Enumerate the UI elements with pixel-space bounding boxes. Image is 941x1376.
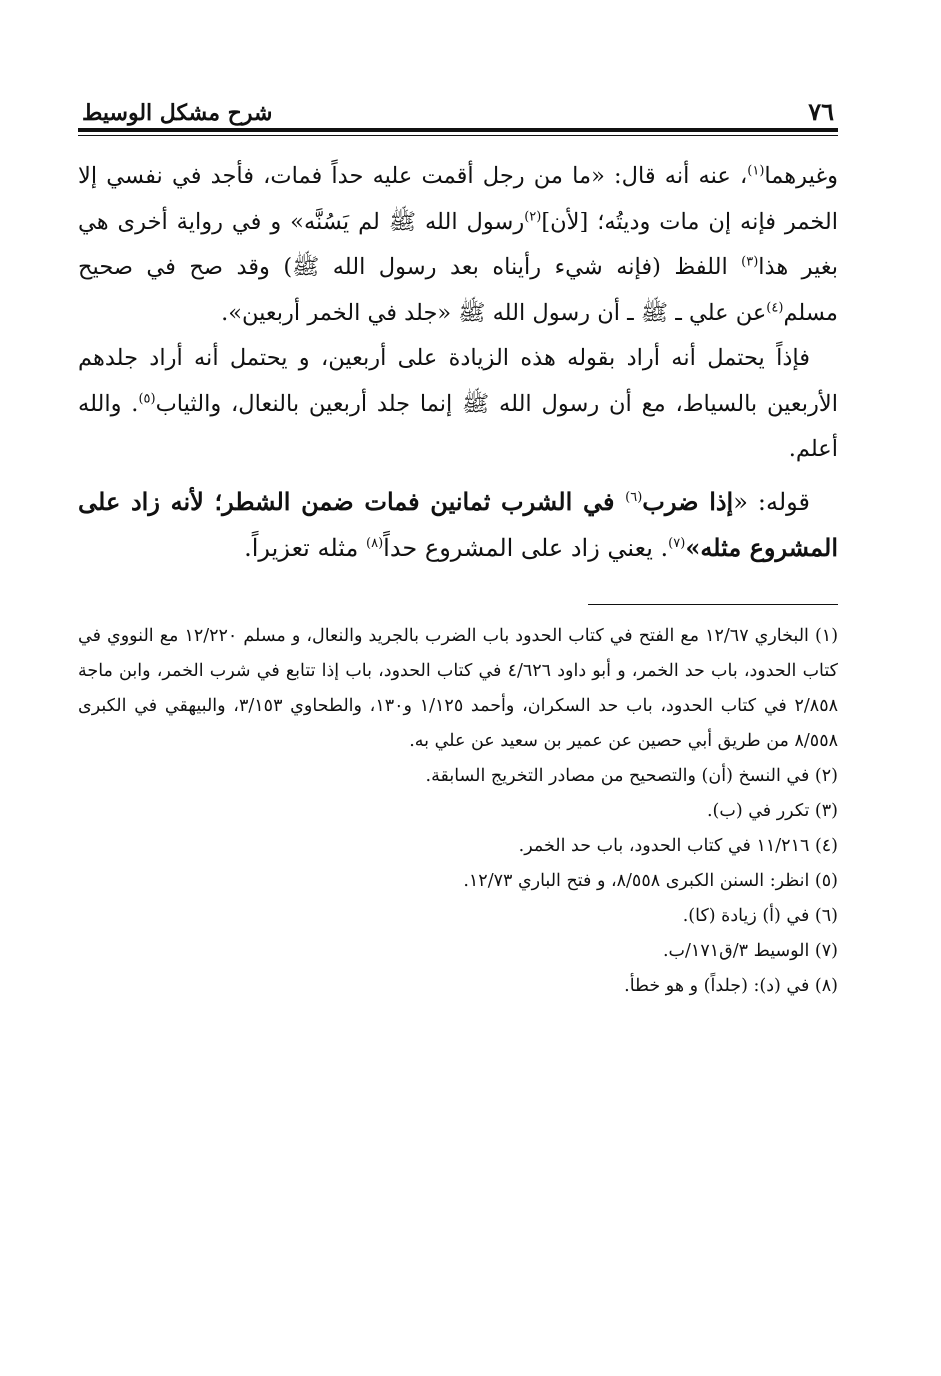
footnote-3: (٣) تكرر في (ب). xyxy=(706,800,838,821)
text-run: عن علي ـ ﷺ ـ أن رسول الله ﷺ «جلد في الخمر أربعين». xyxy=(221,299,767,326)
paragraph-2 xyxy=(78,336,838,473)
footnote-2: (٢) في النسخ (أن) والتصحيح من مصادر التخريج السابقة. xyxy=(425,765,838,786)
header-rule-thin xyxy=(78,135,838,136)
text-run: . والله أعلم. xyxy=(78,390,838,462)
footnote-4: (٤) ١١/٢١٦ في كتاب الحدود، باب حد الخمر. xyxy=(518,835,838,856)
footnote-1: (١) البخاري ١٢/٦٧ مع الفتح في كتاب الحدود باب الضرب بالجريد والنعال، و مسلم ١٢/٢٢٠ مع النووي في كتاب الحدود، باب حد الخمر، و أبو داود ٤/٦٢٦ في كتاب الحدود، باب إذا تتابع في شرب الخمر، وابن ماجة ٢/٨٥٨ في كتاب الحدود، باب حد السكران، وأحمد ١/١٢٥ و١٣٠، والطحاوي ٣/١٥٣، والبيهقي في الكبرى ٨/٥٥٨ من طريق أبي حصين عن عمير بن سعيد عن علي به. xyxy=(78,625,839,751)
quoted-matn: في الشرب ثمانين فمات ضمن الشطر؛ لأنه زاد على المشروع مثله» xyxy=(78,486,838,562)
text-run: فإذاً يحتمل أنه أراد بقوله هذه الزيادة على أربعين، و يحتمل أنه أراد جلدهم الأربعين بالسياط، مع أن رسول الله ﷺ إنما جلد أربعين بالنعال، والثياب xyxy=(78,345,838,417)
footnote-6: (٦) في (أ) زيادة (كا). xyxy=(682,905,838,926)
paragraph-1 xyxy=(78,154,838,336)
footnote-separator xyxy=(588,604,838,605)
footnote-ref-2: (٢) xyxy=(524,209,542,224)
footnote-ref-3: (٣) xyxy=(741,254,759,270)
footnote-ref-7: (٧) xyxy=(668,536,686,551)
text-run: ، عنه أنه قال: «ما من رجل أقمت عليه حداً فمات، فأجد في نفسي إلا الخمر فإنه إن مات وديتُه؛ [لأن] xyxy=(78,163,838,235)
footnotes xyxy=(78,619,838,1004)
text-run: رسول الله ﷺ لم يَسُنَّه» و في رواية أخرى هي بغير هذا xyxy=(78,208,838,280)
footnote-ref-8: (٨) xyxy=(366,536,384,551)
text-run: قوله: « xyxy=(733,487,811,516)
quoted-matn: إذا ضرب xyxy=(642,486,734,516)
header-rule-thick xyxy=(78,128,838,132)
text-run: مثله تعزيراً. xyxy=(244,534,367,562)
running-header xyxy=(78,88,838,126)
text-run: . يعني زاد على المشروع حداً xyxy=(383,534,669,562)
text-run: اللفظ (فإنه شيء رأيناه بعد رسول الله ﷺ) وقد صح في صحيح مسلم xyxy=(78,254,838,326)
footnote-7: (٧) الوسيط ٣/ق١٧١/ب. xyxy=(662,940,838,961)
footnote-8: (٨) في (د): (جلداً) و هو خطأ. xyxy=(624,975,838,996)
footnote-ref-5: (٥) xyxy=(138,391,156,406)
main-text xyxy=(78,154,838,572)
book-page xyxy=(78,88,838,1004)
footnote-ref-4: (٤) xyxy=(766,300,784,315)
text-run: وغيرهما xyxy=(764,163,838,189)
page-number: ٧٦ xyxy=(808,97,834,126)
paragraph-3 xyxy=(78,479,838,572)
book-title: شرح مشكل الوسيط xyxy=(82,100,273,126)
footnote-5: (٥) انظر: السنن الكبرى ٨/٥٥٨، و فتح الباري ١٢/٧٣. xyxy=(463,870,838,891)
footnote-ref-6: (٦) xyxy=(625,489,643,505)
footnote-ref-1: (١) xyxy=(747,163,765,179)
